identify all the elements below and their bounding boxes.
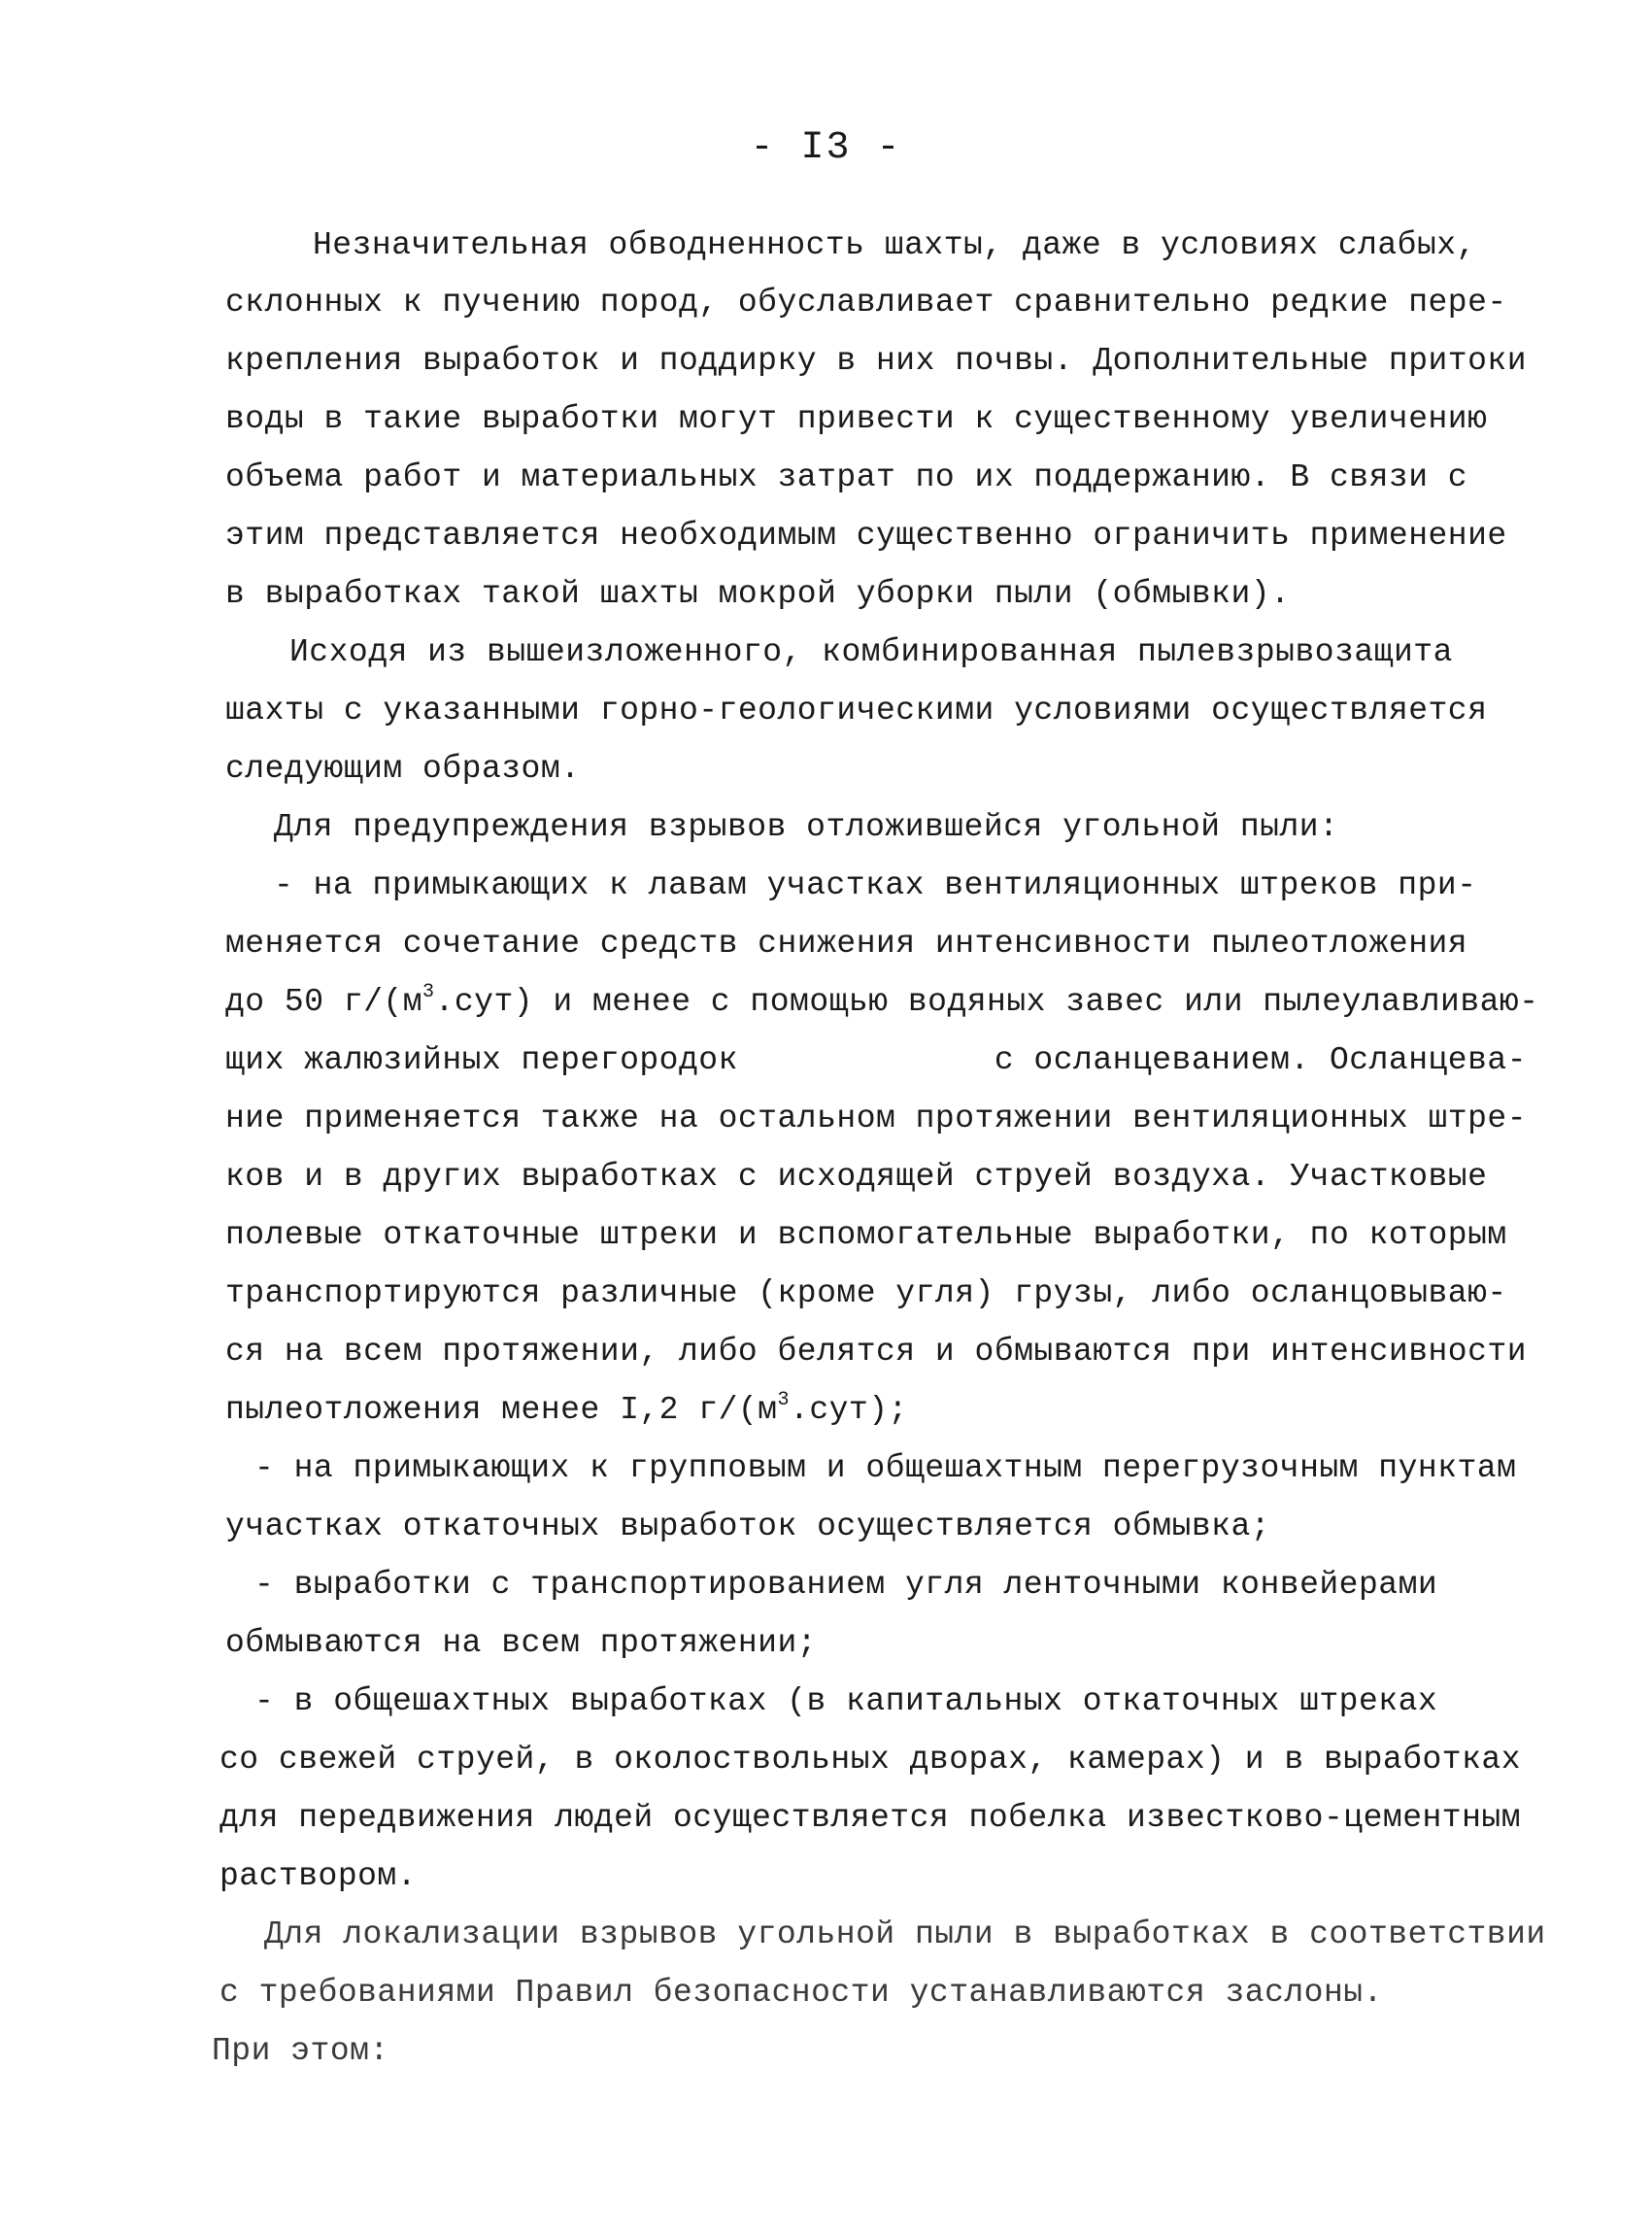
text-line: Незначительная обводненность шахты, даже в условиях слабых, (313, 227, 1476, 263)
page-number: - I3 - (750, 126, 902, 170)
text-line: следующим образом. (225, 751, 581, 787)
text-line: этим представляется необходимым существенно ограничить применение (225, 518, 1507, 554)
text-line: ние применяется также на остальном протяжении вентиляционных штре- (225, 1101, 1528, 1136)
text-line: воды в такие выработки могут привести к существенному увеличению (225, 401, 1488, 437)
text-line: обмываются на всем протяжении; (225, 1625, 818, 1661)
text-line: ков и в других выработках с исходящей струей воздуха. Участковые (225, 1159, 1488, 1195)
text-line: крепления выработок и поддирку в них почвы. Дополнительные притоки (225, 343, 1528, 379)
text-line: Для локализации взрывов угольной пыли в выработках в соответствии (264, 1916, 1546, 1952)
text-line: с требованиями Правил безопасности устанавливаются заслоны. (219, 1975, 1383, 2011)
text-line: Исходя из вышеизложенного, комбинированная пылевзрывозащита (289, 634, 1453, 670)
text-line: - выработки с транспортированием угля ленточными конвейерами (254, 1567, 1438, 1603)
text-line: раствором. (219, 1858, 418, 1894)
text-line: ся на всем протяжении, либо белятся и обмываются при интенсивности (225, 1334, 1528, 1370)
text-line: склонных к пучению пород, обуславливает сравнительно редкие пере- (225, 285, 1507, 321)
text-line: до 50 $г/(м^3.сут)$ и менее с помощью водяных завес или пылеулавливаю- (225, 981, 1539, 1020)
text-line: меняется сочетание средств снижения интенсивности пылеотложения (225, 926, 1468, 962)
text-line: - в общешахтных выработках (в капитальных откаточных штреках (254, 1683, 1438, 1719)
text-line: для передвижения людей осуществляется побелка известково-цементным (219, 1800, 1522, 1836)
text-line: со свежей струей, в околоствольных дворах, камерах) и в выработках (219, 1742, 1522, 1778)
text-line: объема работ и материальных затрат по их поддержанию. В связи с (225, 459, 1468, 495)
text-line: участках откаточных выработок осуществляется обмывка; (225, 1508, 1271, 1544)
text-line: шахты с указанными горно-геологическими условиями осуществляется (225, 693, 1488, 729)
text-line: щих жалюзийных перегородок с осланцеванием. Осланцева- (225, 1042, 1528, 1078)
text-line: При этом: (212, 2033, 389, 2069)
text-line: - на примыкающих к групповым и общешахтным перегрузочным пунктам (254, 1450, 1517, 1486)
text-line: транспортируются различные (кроме угля) грузы, либо осланцовываю- (225, 1275, 1507, 1311)
text-line: в выработках такой шахты мокрой уборки пыли (обмывки). (225, 576, 1291, 612)
text-line: пылеотложения менее I,2 $г/(м^3.сут)$; (225, 1389, 908, 1428)
text-line: Для предупреждения взрывов отложившейся угольной пыли: (274, 809, 1339, 845)
text-line: - на примыкающих к лавам участках вентиляционных штреков при- (274, 867, 1477, 903)
text-line: полевые откаточные штреки и вспомогательные выработки, по которым (225, 1217, 1507, 1253)
